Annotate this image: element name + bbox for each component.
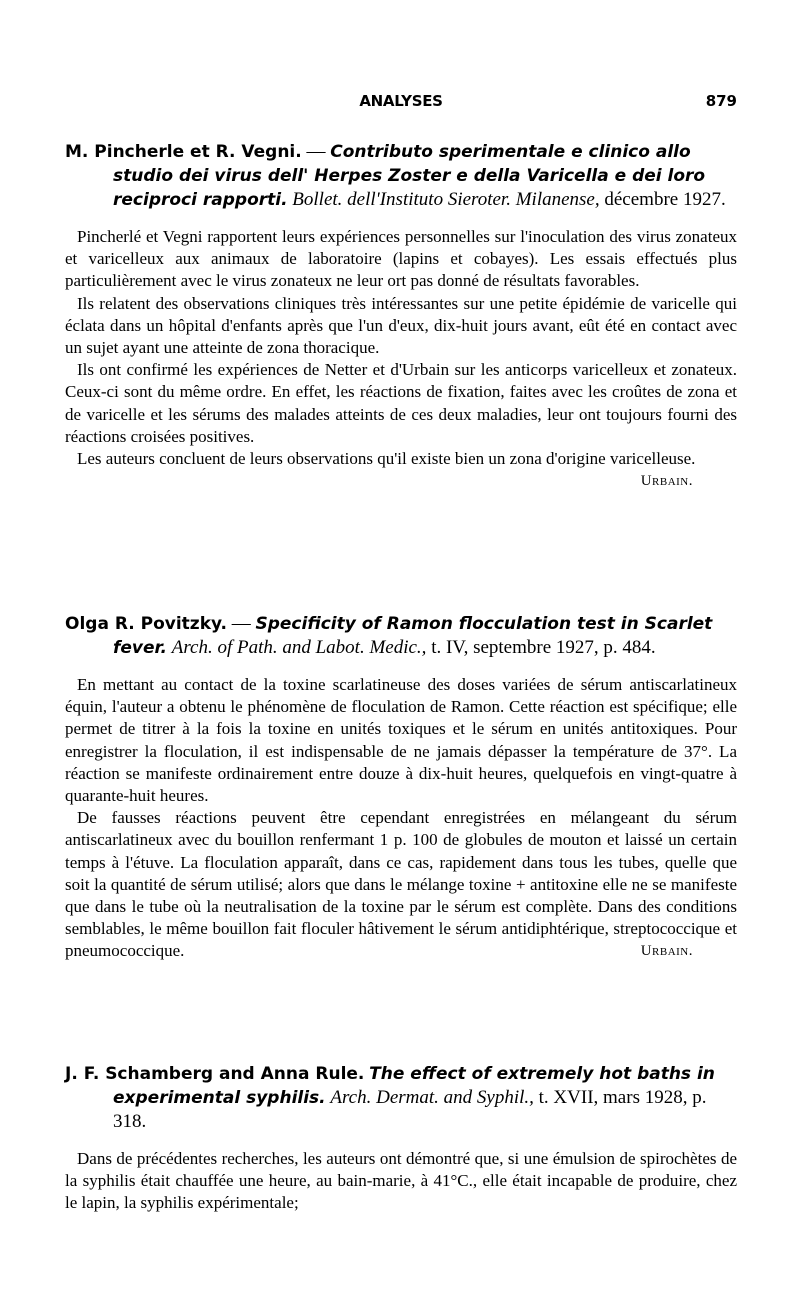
- citation-journal: Arch. of Path. and Labot. Medic.,: [171, 637, 427, 658]
- citation-authors: J. F. Schamberg and Anna Rule.: [65, 1064, 365, 1084]
- citation: [65, 612, 737, 660]
- citation-journal: Arch. Dermat. and Syphil.,: [330, 1087, 534, 1108]
- citation-authors: Olga R. Povitzky.: [65, 614, 227, 634]
- citation-separator: —: [301, 141, 331, 162]
- citation-title: Specificity of Ramon flocculation test in Scarlet fever.: [113, 614, 713, 658]
- reviewer-signature: Urbain.: [640, 943, 693, 960]
- citation-authors: M. Pincherle et R. Vegni.: [65, 142, 302, 162]
- paragraph-text: De fausses réactions peuvent être cependant enregistrées en mélangeant du sérum antiscarlatineux avec du bouillon renfermant 1 p. 100 de globules de mouton et laissé un certain temps à l'étuve. La floculation apparaît, dans ce cas, rapidement dans tous les tubes, quelle que soit la quantité de sérum utilisé; alors que dans le mélange toxine + antitoxine elle ne se manifeste que dans le tube où la neutralisation de la toxine par le sérum est complète. Dans des conditions semblables, le même bouillon fait floculer hâtivement le sérum antidiphtérique, streptococcique et pneumococcique.: [65, 808, 737, 961]
- paragraph: Ils ont confirmé les expériences de Netter et d'Urbain sur les anticorps varicelleux et zonateux. Ceux-ci sont du même ordre. En effet, les réactions de fixation, faites avec les croûtes de zona et de varicelle et les sérums des malades atteints de ces deux maladies, leur ont toujours fourni des réactions croisées positives.: [65, 360, 737, 446]
- paragraph-text: Les auteurs concluent de leurs observations qu'il existe bien un zona d'origine varicelleuse.: [77, 449, 696, 469]
- paragraph-last: [65, 807, 737, 962]
- citation: [65, 140, 737, 212]
- paragraph: Pincherlé et Vegni rapportent leurs expériences personnelles sur l'inoculation des virus zonateux et varicelleux aux animaux de laboratoire (lapins et cobayes). Les essais effectués plus particulièrement avec le virus zonateux ne leur ort pas donné de résultats favorables.: [65, 227, 737, 291]
- citation-details: t. XVII, mars 1928, p. 318.: [113, 1087, 707, 1132]
- paragraph-last: [65, 448, 737, 490]
- citation-journal: Bollet. dell'Instituto Sieroter. Milanense,: [292, 189, 600, 210]
- citation-details: t. IV, septembre 1927, p. 484.: [426, 637, 656, 658]
- paragraph: Ils relatent des observations cliniques très intéressantes sur une petite épidémie de varicelle qui éclata dans un hôpital d'enfants après que l'un d'eux, dix-huit jours avant, eût été en contact avec un sujet ayant une atteinte de zona thoracique.: [65, 293, 737, 358]
- paragraph: Dans de précédentes recherches, les auteurs ont démontré que, si une émulsion de spirochètes de la syphilis était chauffée une heure, au bain-marie, à 41°C., elle était incapable de produire, chez le lapin, la syphilis expérimentale;: [65, 1149, 737, 1213]
- citation-details: décembre 1927.: [599, 189, 726, 210]
- citation-separator: —: [226, 613, 256, 634]
- section-title: ANALYSES: [359, 92, 443, 110]
- abstract-entry-1: [65, 140, 737, 492]
- abstract-body: [65, 1148, 737, 1215]
- citation: [65, 1062, 737, 1134]
- abstract-body: [65, 674, 737, 963]
- citation-title: Contributo sperimentale e clinico allo studio dei virus dell' Herpes Zoster e della Varicella e dei loro reciproci rapporti.: [113, 142, 706, 210]
- abstract-entry-2: [65, 612, 737, 963]
- abstract-entry-3: [65, 1062, 737, 1215]
- paragraph: En mettant au contact de la toxine scarlatineuse des doses variées de sérum antiscarlatineux équin, l'auteur a obtenu le phénomène de floculation de Ramon. Cette réaction est spécifique; elle permet de titrer à la fois la toxine en unités toxiques et le sérum en unités antitoxiques. Pour enregistrer la floculation, il est indispensable de ne jamais dépasser la température de 37°. La réaction se manifeste ordinairement entre douze à dix-huit heures, quelquefois en vingt-quatre à quarante-huit heures.: [65, 675, 737, 806]
- running-head: [65, 92, 737, 120]
- reviewer-signature: Urbain.: [640, 473, 693, 490]
- page-number: 879: [705, 92, 737, 110]
- citation-title: The effect of extremely hot baths in experimental syphilis.: [113, 1064, 715, 1108]
- abstract-body: [65, 226, 737, 490]
